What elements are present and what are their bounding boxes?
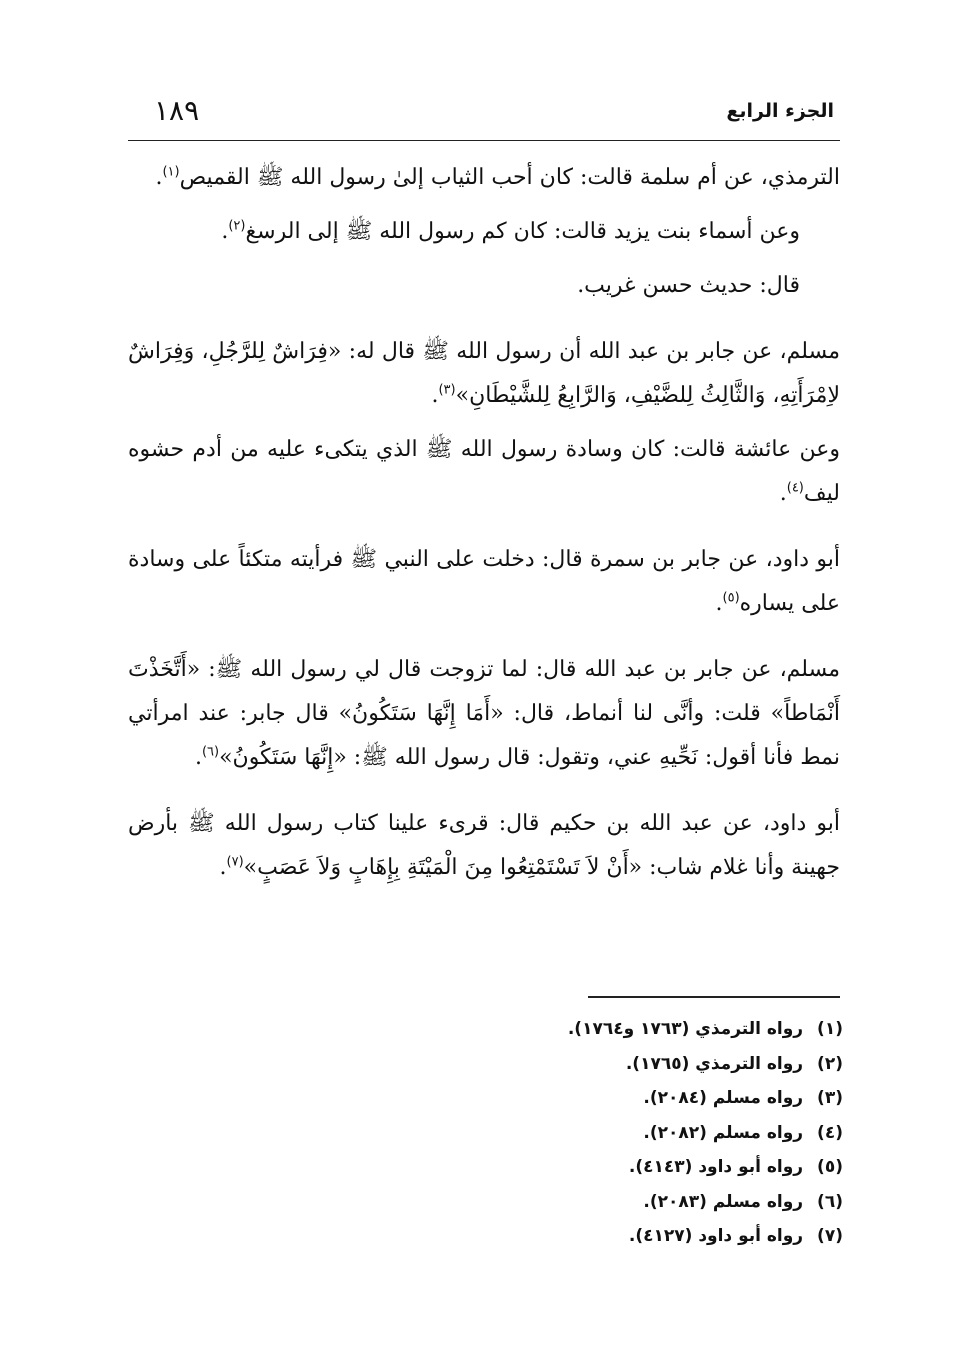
paragraph-text: الترمذي، عن أم سلمة قالت: كان أحب الثياب إلىٰ رسول الله ﷺ القميص	[179, 165, 840, 190]
paragraph	[128, 210, 840, 254]
page-number: ١٨٩	[154, 94, 200, 127]
footnote	[400, 1081, 843, 1116]
footnote-text: رواه مسلم (٢٠٨٤).	[643, 1088, 804, 1108]
paragraph	[128, 428, 840, 516]
footnotes	[400, 1012, 843, 1254]
page-header	[128, 96, 840, 141]
footnote-ref: (١)	[162, 164, 180, 180]
footnote-ref: (٦)	[201, 744, 220, 760]
footnote-number: (٥)	[817, 1157, 843, 1177]
footnote-ref: (٤)	[786, 480, 804, 496]
footnote-separator	[588, 996, 840, 998]
paragraph	[128, 538, 840, 626]
paragraph-end: .	[221, 219, 229, 244]
footnote	[400, 1116, 843, 1151]
footnote-text: رواه أبو داود (٤١٤٣).	[628, 1157, 804, 1177]
paragraph-end: .	[431, 383, 439, 408]
paragraph-end: .	[194, 745, 202, 770]
main-text	[128, 156, 840, 900]
running-head: الجزء الرابع	[726, 100, 834, 122]
paragraph-text: أبو داود، عن جابر بن سمرة قال: دخلت على النبي ﷺ فرأيته متكئاً على وسادة على يساره	[128, 547, 840, 616]
footnote-text: رواه مسلم (٢٠٨٣).	[643, 1191, 804, 1212]
paragraph-end: .	[779, 481, 787, 506]
footnote-text: رواه الترمذي (١٧٦٣ و١٧٦٤).	[567, 1019, 804, 1039]
paragraph-end: .	[219, 855, 227, 880]
footnote-ref: (٣)	[438, 382, 456, 398]
paragraph-text: أبو داود، عن عبد الله بن حكيم قال: قرىء علينا كتاب رسول الله ﷺ بأرض جهينة وأنا غلام شاب: «أَنْ لاَ تَسْتَمْتِعُوا مِنَ الْمَيْتَةِ بِإِهَابٍ وَلاَ عَصَبٍ»	[128, 811, 840, 880]
footnote-number: (٤)	[817, 1122, 843, 1143]
paragraph-text: وعن أسماء بنت يزيد قالت: كان كم رسول الله ﷺ إلى الرسغ	[245, 219, 800, 244]
paragraph-text: مسلم، عن جابر بن عبد الله أن رسول الله ﷺ قال له: «فِرَاشٌ لِلرَّجُلِ، وَفِرَاشٌ لاِمْرَأَتِهِ، وَالثَّالِثُ لِلضَّيْفِ، وَالرَّابِعُ لِلشَّيْطَانِ»	[128, 339, 840, 408]
paragraph	[128, 330, 840, 418]
footnote-text: رواه مسلم (٢٠٨٢).	[643, 1122, 804, 1143]
paragraph	[128, 156, 840, 200]
paragraph-end: .	[155, 165, 163, 190]
footnote-number: (٧)	[817, 1226, 843, 1246]
footnote-ref: (٢)	[228, 218, 246, 234]
paragraph-text: قال: حديث حسن غريب.	[577, 273, 800, 298]
footnote-number: (٢)	[817, 1053, 843, 1074]
paragraph	[128, 648, 840, 780]
footnote-number: (٦)	[817, 1191, 843, 1212]
footnote	[400, 1012, 843, 1047]
footnote-text: رواه الترمذي (١٧٦٥).	[625, 1053, 804, 1074]
footnote-number: (١)	[817, 1019, 843, 1039]
footnote	[400, 1047, 843, 1082]
footnote	[400, 1219, 843, 1254]
paragraph	[128, 802, 840, 890]
footnote-ref: (٧)	[226, 854, 244, 870]
footnote-ref: (٥)	[722, 590, 740, 606]
paragraph-text: مسلم، عن جابر بن عبد الله قال: لما تزوجت قال لي رسول الله ﷺ: «أَتَّخَذْتَ أَنْمَاطاً» قلت: وأنَّى لنا أنماط، قال: «أَمَا إِنَّهَا سَتَكُونُ» قال جابر: عند امرأتي نمط فأنا أقول: نَحِّيهِ عني، وتقول: قال رسول الله ﷺ: «إِنَّهَا سَتَكُونُ»	[128, 657, 840, 770]
footnote	[400, 1185, 843, 1220]
paragraph-end: .	[715, 591, 723, 616]
footnote-text: رواه أبو داود (٤١٢٧).	[628, 1226, 804, 1246]
footnote	[400, 1150, 843, 1185]
paragraph-text: وعن عائشة قالت: كان وسادة رسول الله ﷺ الذي يتكىء عليه من أدم حشوه ليف	[128, 437, 840, 506]
footnote-number: (٣)	[817, 1088, 843, 1108]
paragraph	[128, 264, 840, 308]
